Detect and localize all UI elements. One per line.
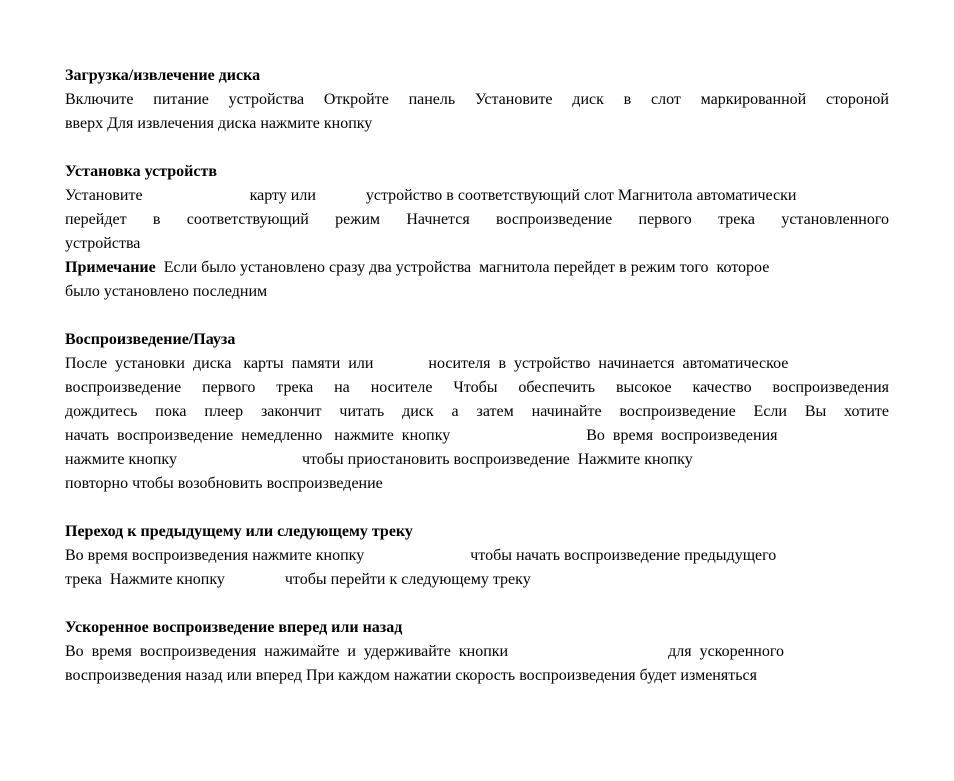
note-line: было установлено последним bbox=[65, 283, 268, 300]
section-track-navigation bbox=[65, 520, 889, 592]
text-fragment: Установите bbox=[65, 187, 143, 204]
text-fragment: чтобы приостановить воспроизведение Нажмите кнопку bbox=[301, 451, 693, 468]
paragraph-line: дождитесь пока плеер закончит читать диск а затем начинайте воспроизведение Если Вы хотите bbox=[65, 403, 889, 420]
text-fragment: для ускоренного bbox=[668, 643, 785, 660]
paragraph-line bbox=[65, 544, 889, 568]
text-fragment: устройство в соответствующий слот Магнитола автоматически bbox=[365, 187, 797, 204]
section-heading: Загрузка/извлечение диска bbox=[65, 67, 261, 84]
paragraph-line: Включите питание устройства Откройте панель Установите диск в слот маркированной стороной bbox=[65, 91, 889, 108]
text-fragment: чтобы перейти к следующему треку bbox=[284, 571, 531, 588]
paragraph-line: устройства bbox=[65, 235, 141, 252]
section-disc-load bbox=[65, 64, 889, 136]
paragraph-line bbox=[65, 568, 889, 592]
paragraph-line: воспроизведения назад или вперед При каждом нажатии скорость воспроизведения будет изменяться bbox=[65, 667, 757, 684]
text-fragment: начать воспроизведение немедленно нажмите кнопку bbox=[65, 427, 451, 444]
text-fragment: После установки диска карты памяти или bbox=[65, 355, 374, 372]
document-page bbox=[65, 64, 889, 712]
section-device-install bbox=[65, 160, 889, 304]
section-heading: Переход к предыдущему или следующему треку bbox=[65, 523, 413, 540]
text-fragment: нажмите кнопку bbox=[65, 451, 177, 468]
paragraph-line bbox=[65, 448, 889, 472]
paragraph-line: воспроизведение первого трека на носителе Чтобы обеспечить высокое качество воспроизведения bbox=[65, 379, 889, 396]
text-fragment: чтобы начать воспроизведение предыдущего bbox=[470, 547, 777, 564]
text-fragment: Во время воспроизведения нажимайте и удерживайте кнопки bbox=[65, 643, 509, 660]
paragraph-line: перейдет в соответствующий режим Начнется воспроизведение первого трека установленного bbox=[65, 211, 889, 228]
note-label: Примечание bbox=[65, 259, 156, 276]
text-fragment: Во время воспроизведения нажмите кнопку bbox=[65, 547, 365, 564]
section-play-pause bbox=[65, 328, 889, 496]
section-fast-forward-rewind bbox=[65, 616, 889, 688]
text-fragment: Во время воспроизведения bbox=[586, 427, 778, 444]
text-fragment: трека Нажмите кнопку bbox=[65, 571, 225, 588]
paragraph-line: повторно чтобы возобновить воспроизведение bbox=[65, 475, 383, 492]
section-heading: Ускоренное воспроизведение вперед или назад bbox=[65, 619, 403, 636]
paragraph-line bbox=[65, 352, 889, 376]
paragraph-line: вверх Для извлечения диска нажмите кнопку bbox=[65, 115, 373, 132]
section-heading: Установка устройств bbox=[65, 163, 217, 180]
paragraph-line bbox=[65, 640, 889, 664]
paragraph-line bbox=[65, 424, 889, 448]
note-text: Если было установлено сразу два устройства магнитола перейдет в режим того которое bbox=[155, 259, 770, 276]
section-heading: Воспроизведение/Пауза bbox=[65, 331, 236, 348]
paragraph-line bbox=[65, 184, 889, 208]
note-line bbox=[65, 256, 889, 280]
text-fragment: носителя в устройство начинается автоматическое bbox=[428, 355, 789, 372]
text-fragment: карту или bbox=[249, 187, 316, 204]
